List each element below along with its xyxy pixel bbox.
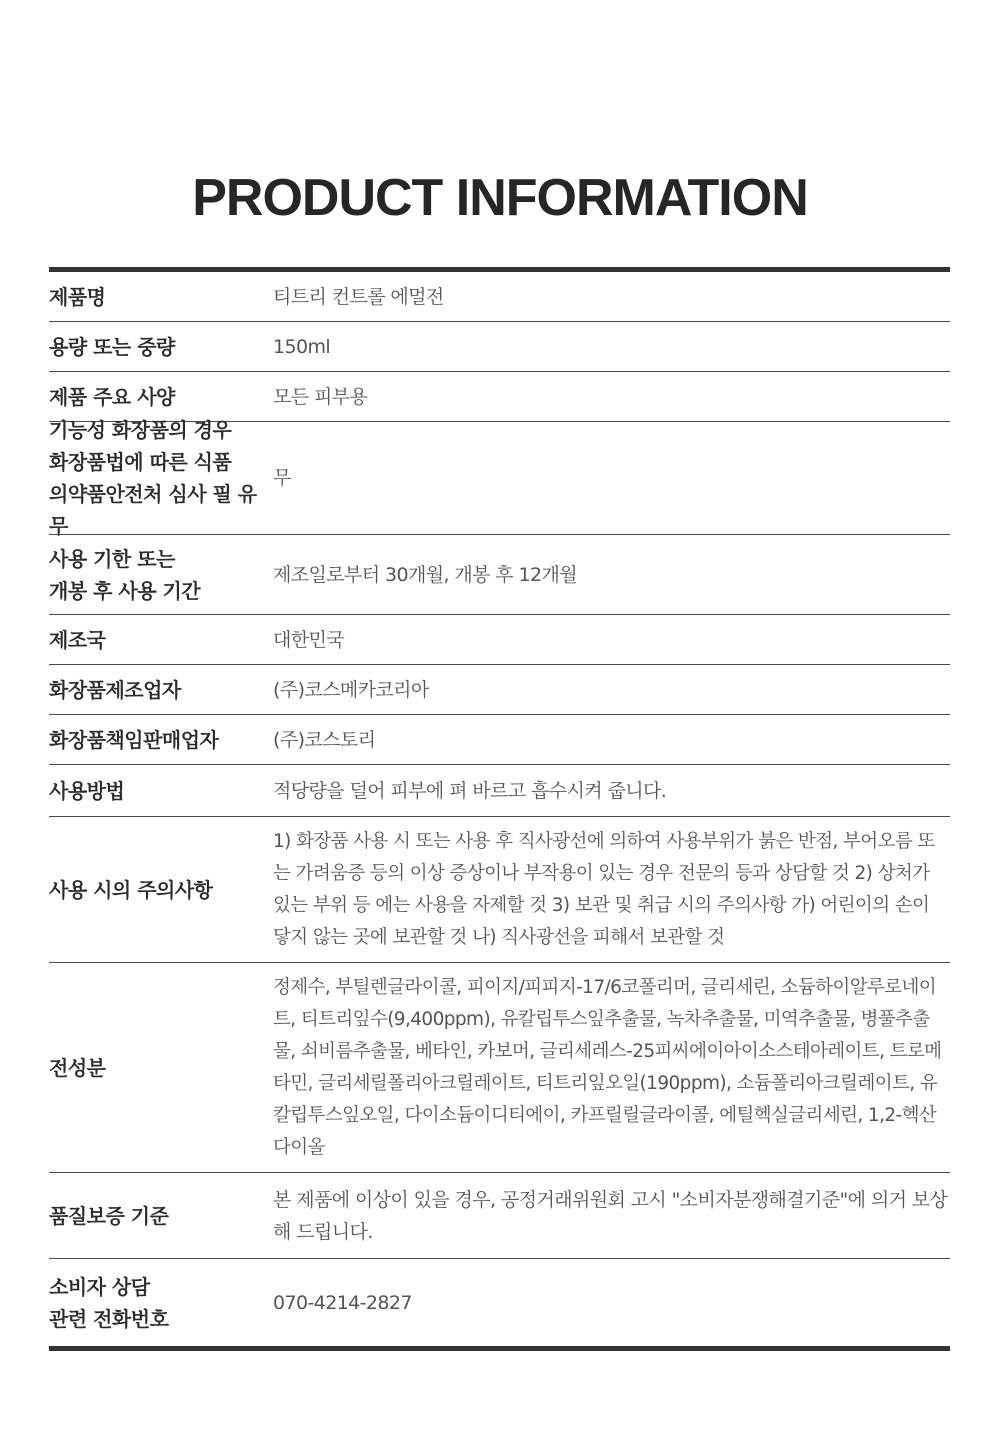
table-row	[49, 418, 950, 538]
table-row	[49, 535, 950, 615]
row-label-volume: 용량 또는 중량	[49, 334, 175, 359]
row-label-main-spec: 제품 주요 사양	[49, 384, 175, 409]
row-value-expiry: 제조일로부터 30개월, 개봉 후 12개월	[273, 563, 577, 586]
row-label-ingredients: 전성분	[49, 1055, 106, 1080]
table-row	[49, 765, 950, 817]
table-row	[49, 715, 950, 765]
row-value-main-spec: 모든 피부용	[273, 385, 368, 408]
row-value-precautions: 1) 화장품 사용 시 또는 사용 후 직사광선에 의하여 사용부위가 붉은 반점, 부어오름 또는 가려움증 등의 이상 증상이나 부작용이 있는 경우 전문의 등과 상담할 것 2) 상처가 있는 부위 등 에는 사용을 자제할 것 3) 보관 및 취급 시의 주의사항 가) 어린이의 손이 닿지 않는 곳에 보관할 것 나) 직사광선을 피해서 보관할 것	[273, 830, 935, 948]
table-row	[49, 1259, 950, 1346]
row-value-seller: (주)코스토리	[273, 728, 376, 751]
row-value-manufacturer: (주)코스메카코리아	[273, 678, 429, 701]
row-value-consumer-phone: 070-4214-2827	[273, 1291, 412, 1314]
table-row	[49, 1173, 950, 1259]
row-label-quality-guarantee: 품질보증 기준	[49, 1203, 169, 1228]
row-value-quality-guarantee: 본 제품에 이상이 있을 경우, 공정거래위원회 고시 "소비자분쟁해결기준"에 의거 보상해 드립니다.	[273, 1188, 948, 1243]
row-label-precautions: 사용 시의 주의사항	[49, 877, 213, 902]
row-label-manufacturer: 화장품제조업자	[49, 677, 181, 702]
row-label-seller: 화장품책임판매업자	[49, 727, 219, 752]
row-value-country: 대한민국	[273, 628, 345, 651]
table-row	[49, 322, 950, 372]
product-info-table	[49, 267, 950, 1351]
table-row	[49, 817, 950, 963]
table-row	[49, 615, 950, 665]
table-row	[49, 665, 950, 715]
table-row	[49, 963, 950, 1173]
page-title: PRODUCT INFORMATION	[192, 169, 808, 227]
row-label-usage: 사용방법	[49, 778, 125, 803]
row-label-product-name: 제품명	[49, 284, 106, 309]
row-label-functional-review: 기능성 화장품의 경우 화장품법에 따른 식품 의약품안전처 심사 필 유무	[49, 418, 257, 538]
row-label-expiry: 사용 기한 또는 개봉 후 사용 기간	[49, 546, 201, 603]
row-value-functional-review: 무	[273, 467, 291, 489]
row-value-volume: 150ml	[273, 335, 331, 358]
row-value-product-name: 티트리 컨트롤 에멀전	[273, 285, 444, 308]
table-row	[49, 272, 950, 322]
row-value-ingredients: 정제수, 부틸렌글라이콜, 피이지/피피지-17/6코폴리머, 글리세린, 소듐하이알루로네이트, 티트리잎수(9,400ppm), 유칼립투스잎추출물, 녹차추출물, 미역추출물, 병풀추출물, 쇠비름추출물, 베타인, 카보머, 글리세레스-25피씨에이아이소스테아레이트, 트로메타민, 글리세릴폴리아크릴레이트, 티트리잎오일(190ppm), 소듐폴리아크릴레이트, 유칼립투스잎오일, 다이소듐이디티에이, 카프릴릴글라이콜, 에틸헥실글리세린, 1,2-헥산다이올	[273, 976, 942, 1158]
row-label-country: 제조국	[49, 627, 106, 652]
row-label-consumer-phone: 소비자 상담 관련 전화번호	[49, 1274, 169, 1331]
row-value-usage: 적당량을 덜어 피부에 펴 바르고 흡수시켜 줍니다.	[273, 779, 667, 802]
